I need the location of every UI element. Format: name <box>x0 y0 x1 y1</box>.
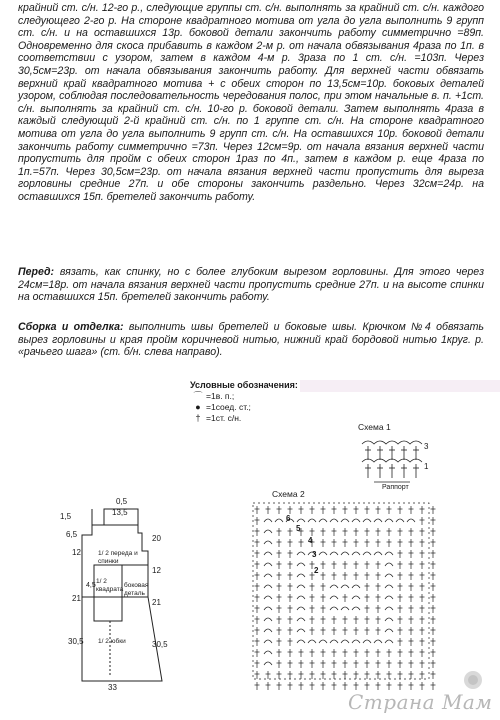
schema1-repeat-label: Раппорт <box>382 484 409 491</box>
schema2-title: Схема 2 <box>272 489 305 499</box>
measure-label: 21 <box>72 594 81 603</box>
measure-label: 12 <box>72 548 81 557</box>
body-paragraph-assembly <box>18 321 484 359</box>
paragraph-heading: Сборка и отделка: <box>18 321 124 333</box>
pattern-label-square: 1/ 2 квадрата <box>96 578 124 593</box>
legend-item <box>190 391 390 402</box>
measure-label: 30,5 <box>152 640 168 649</box>
schema1-title: Схема 1 <box>358 422 391 432</box>
measure-label: 21 <box>152 598 161 607</box>
schema2-row-label: 4 <box>308 536 313 545</box>
schema2-stitches <box>253 503 436 690</box>
legend-title: Условные обозначения: <box>190 380 298 390</box>
schema2-row-label: 3 <box>312 550 317 559</box>
measure-label: 20 <box>152 534 161 543</box>
double-crochet-icon: † <box>195 413 201 423</box>
paragraph-text: выполнить швы бретелей и боковые швы. Крючком №4 обвязать вырез горловины и края пройм коричневой нитью, нижний край бордовой нитью 1круг. р. «рачьего шага» (ст. б/н. слева направо). <box>18 321 485 359</box>
schema1-stitches <box>362 441 422 482</box>
pattern-label-front-back: 1/ 2 переда и спинки <box>98 550 138 565</box>
schema2-diagram <box>252 502 432 682</box>
pattern-label-skirt: 1/ 2 юбки <box>98 638 126 645</box>
measure-label: 4,5 <box>86 582 96 589</box>
paragraph-text: крайний ст. с/н. 12-го р., следующие группы ст. с/н. выполнять за крайний ст. с/н. каждого следующего 2-го р. На стороне квадратного мотива от угла до угла выполнить 9 групп ст. с/н. и на оставшихся 13р. боковой детали закончить работу симметрично =89п. Одновременно для скоса прибавить в каждом 2-м р. от начала обвязывания 4раза по 1п. в соответствии с узором, затем в каждом 4-м р. 3раза по 1 ст. с/н. =103п. Через 30,5см=23р. от начала обвязывания закончить работу. Для верхней части обвязать верхний край квадратного мотива + с обеих сторон по 13,5см=10р. боковых деталей узором, соблюдая последовательность чередования полос, при этом начальные в. п. +1ст. с/н. выполнять за крайний ст. с/н. 10-го р. боковой детали. Затем выполнять 4раза в каждый следующий 2-й крайний ст. с/н. по 1 группе ст. с/н. На стороне квадратного мотива от угла до угла выполнить 9 групп ст. с/н. На оставшихся 10р. боковой детали закончить работу симметрично =73п. Через 12см=9р. от начала вязания верхней части пропустить для пройм с обеих сторон 1раз по 4п., затем в каждом р. еще 4раза по 1п.=57п. Через 30,5см=23р. от начала вязания верхней части пропустить для выреза горловины средние 27п. и обе стороны закончить раздельно. Через 32см=24р. на оставшихся 15п. бретелей закончить работу. <box>18 2 484 203</box>
measure-label: 0,5 <box>116 497 128 506</box>
legend-text: =1в. п.; <box>206 391 235 401</box>
pattern-label-side-panel: боковая деталь <box>124 582 149 597</box>
schema1-row-label: 1 <box>424 462 429 471</box>
schema2-row-label: 6 <box>286 514 291 523</box>
measure-label: 12 <box>152 566 161 575</box>
chain-stitch-icon: ⌒ <box>193 391 203 401</box>
measure-label: 6,5 <box>66 530 78 539</box>
paragraph-text: вязать, как спинку, но с более глубоким вырезом горловины. Для этого через 24см=18р. от начала вязания верхней части пропустить средние 27п. и на высоте спинки на оставшихся 15п. бретелей закончить работу. <box>18 266 484 304</box>
page-number: 33 <box>108 683 117 692</box>
watermark: Страна Мам <box>348 690 493 714</box>
legend <box>190 380 390 424</box>
body-paragraph-1 <box>18 2 484 204</box>
measure-label: 13,5 <box>112 508 128 517</box>
legend-text: =1ст. с/н. <box>206 413 242 423</box>
measure-label: 1,5 <box>60 512 72 521</box>
paragraph-heading: Перед: <box>18 266 55 278</box>
schema1-row-label: 3 <box>424 442 429 451</box>
schema2-row-label: 2 <box>314 566 319 575</box>
slip-stitch-icon: ● <box>195 402 201 412</box>
legend-text: =1соед. ст.; <box>206 402 251 412</box>
legend-item <box>190 402 390 413</box>
measure-label: 30,5 <box>68 637 84 646</box>
schema2-row-label: 5 <box>296 524 301 533</box>
body-paragraph-front <box>18 266 484 304</box>
